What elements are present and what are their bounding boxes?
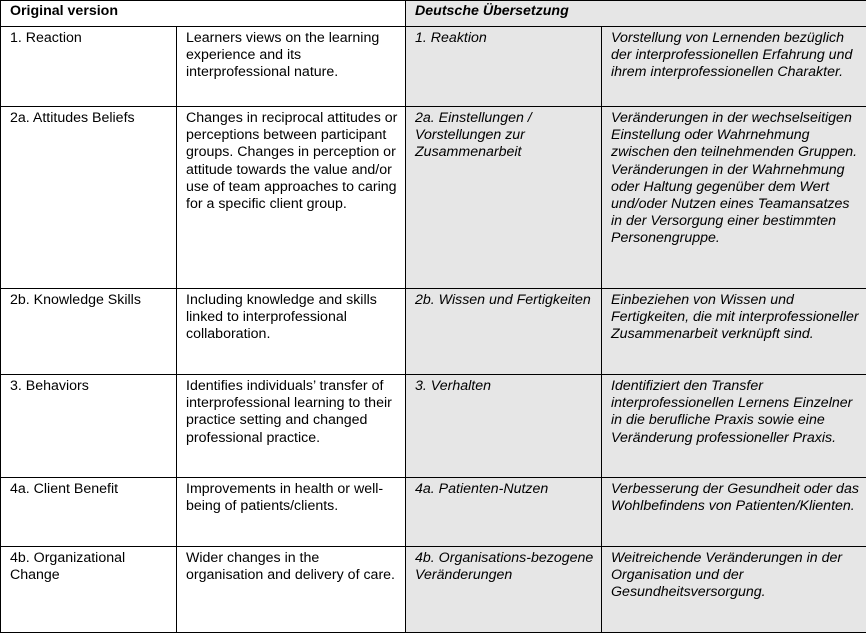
description-de-cell: Identifiziert den Transfer interprofessionellen Lernens Einzelner in die berufliche Praxis sowie eine Veränderung professioneller Praxis. — [602, 375, 866, 478]
level-cell: 2b. Knowledge Skills — [1, 289, 177, 375]
description-de-cell: Weitreichende Veränderungen in der Organisation und der Gesundheitsversorgung. — [602, 547, 866, 633]
level-cell: 1. Reaction — [1, 27, 177, 107]
description-cell: Identifies individuals’ transfer of interprofessional learning to their practice setting and changed professional practice. — [177, 375, 406, 478]
level-cell: 2a. Attitudes Beliefs — [1, 107, 177, 289]
level-cell: 3. Behaviors — [1, 375, 177, 478]
level-de-cell: 2b. Wissen und Fertigkeiten — [406, 289, 602, 375]
description-cell: Including knowledge and skills linked to interprofessional collaboration. — [177, 289, 406, 375]
description-de-cell: Einbeziehen von Wissen und Fertigkeiten, die mit interprofessioneller Zusammenarbeit verknüpft sind. — [602, 289, 866, 375]
description-cell: Improvements in health or well-being of patients/clients. — [177, 478, 406, 547]
description-cell: Learners views on the learning experience and its interprofessional nature. — [177, 27, 406, 107]
level-de-cell: 1. Reaktion — [406, 27, 602, 107]
level-de-cell: 4a. Patienten-Nutzen — [406, 478, 602, 547]
table-row — [1, 27, 866, 107]
description-de-cell: Veränderungen in der wechselseitigen Einstellung oder Wahrnehmung zwischen den teilnehmenden Gruppen. Veränderungen in der Wahrnehmung oder Haltung gegenüber dem Wert und/oder Nutzen eines Teamansatzes in der Versorgung einer bestimmten Personengruppe. — [602, 107, 866, 289]
table-row — [1, 107, 866, 289]
header-original: Original version — [1, 1, 406, 27]
table-row — [1, 375, 866, 478]
header-row — [1, 1, 866, 27]
level-de-cell: 2a. Einstellungen / Vorstellungen zur Zusammenarbeit — [406, 107, 602, 289]
description-cell: Changes in reciprocal attitudes or perceptions between participant groups. Changes in perception or attitude towards the value and/or use of team approaches to caring for a specific client group. — [177, 107, 406, 289]
header-german: Deutsche Übersetzung — [406, 1, 866, 27]
description-de-cell: Vorstellung von Lernenden bezüglich der interprofessionellen Erfahrung und ihrem interprofessionellen Charakter. — [602, 27, 866, 107]
level-de-cell: 3. Verhalten — [406, 375, 602, 478]
level-de-cell: 4b. Organisations-bezogene Veränderungen — [406, 547, 602, 633]
table-row — [1, 289, 866, 375]
description-cell: Wider changes in the organisation and delivery of care. — [177, 547, 406, 633]
table-row — [1, 547, 866, 633]
table-row — [1, 478, 866, 547]
level-cell: 4a. Client Benefit — [1, 478, 177, 547]
description-de-cell: Verbesserung der Gesundheit oder das Wohlbefindens von Patienten/Klienten. — [602, 478, 866, 547]
level-cell: 4b. Organizational Change — [1, 547, 177, 633]
